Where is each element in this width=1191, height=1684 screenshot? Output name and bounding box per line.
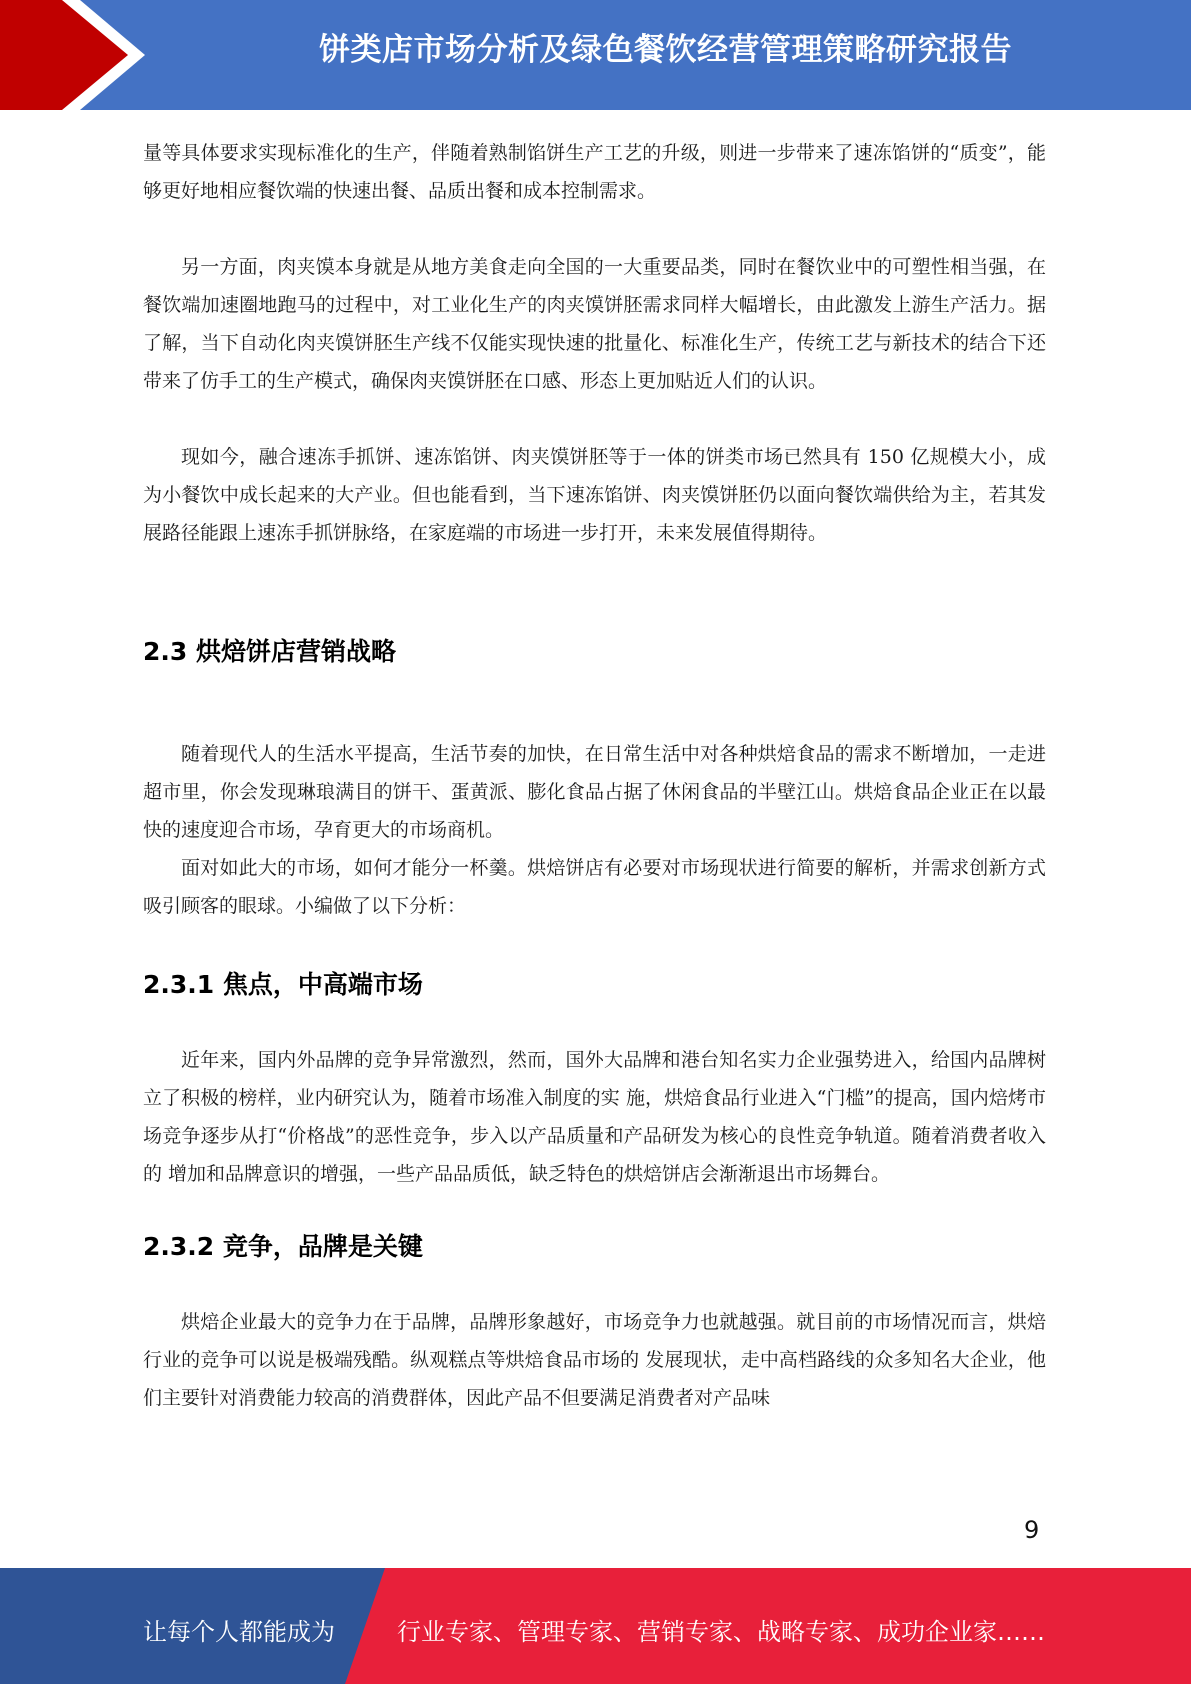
paragraph: 量等具体要求实现标准化的生产，伴随着熟制馅饼生产工艺的升级，则进一步带来了速冻馅饼的“质变”，能够更好地相应餐饮端的快速出餐、品质出餐和成本控制需求。 [143,142,1046,202]
subsection-heading: 2.3.1 焦点，中高端市场 [143,970,423,999]
paragraph: 近年来，国内外品牌的竞争异常激烈，然而，国外大品牌和港台知名实力企业强势进入，给国内品牌树立了积极的榜样，业内研究认为，随着市场准入制度的实 施，烘焙食品行业进入“门槛”的提高，国内焙烤市场竞争逐步从打“价格战”的恶性竞争，步入以产品质量和产品研发为核心的良性竞争轨道。随着消费者收入的 增加和品牌意识的增强，一些产品品质低，缺乏特色的烘焙饼店会渐渐退出市场舞台。 [143,1049,1046,1185]
paragraph: 面对如此大的市场，如何才能分一杯羹。烘焙饼店有必要对市场现状进行简要的解析，并需求创新方式吸引顾客的眼球。小编做了以下分析： [143,857,1046,917]
header-title: 饼类店市场分析及绿色餐饮经营管理策略研究报告 [319,32,1012,68]
footer-left-text: 让每个人都能成为 [143,1618,335,1646]
subsection-heading: 2.3.2 竞争，品牌是关键 [143,1232,423,1261]
paragraph: 烘焙企业最大的竞争力在于品牌，品牌形象越好，市场竞争力也就越强。就目前的市场情况而言，烘焙行业的竞争可以说是极端残酷。纵观糕点等烘焙食品市场的 发展现状，走中高档路线的众多知名大企业，他们主要针对消费能力较高的消费群体，因此产品不但要满足消费者对产品味 [143,1311,1046,1409]
page-number: 9 [1024,1516,1040,1544]
footer-right-text: 行业专家、管理专家、营销专家、战略专家、成功企业家…… [397,1618,1045,1646]
paragraph: 随着现代人的生活水平提高，生活节奏的加快，在日常生活中对各种烘焙食品的需求不断增加，一走进超市里，你会发现琳琅满目的饼干、蛋黄派、膨化食品占据了休闲食品的半壁江山。烘焙食品企业正在以最快的速度迎合市场，孕育更大的市场商机。 [143,743,1046,841]
document-body [143,134,1046,1417]
paragraph: 另一方面，肉夹馍本身就是从地方美食走向全国的一大重要品类，同时在餐饮业中的可塑性相当强，在餐饮端加速圈地跑马的过程中，对工业化生产的肉夹馍饼胚需求同样大幅增长，由此激发上游生产活力。据了解，当下自动化肉夹馍饼胚生产线不仅能实现快速的批量化、标准化生产，传统工艺与新技术的结合下还带来了仿手工的生产模式，确保肉夹馍饼胚在口感、形态上更加贴近人们的认识。 [143,256,1046,392]
page-header [0,0,1191,110]
section-heading: 2.3 烘焙饼店营销战略 [143,637,396,666]
paragraph: 现如今，融合速冻手抓饼、速冻馅饼、肉夹馍饼胚等于一体的饼类市场已然具有 150 亿规模大小，成为小餐饮中成长起来的大产业。但也能看到，当下速冻馅饼、肉夹馍饼胚仍以面向餐饮端供给为主，若其发展路径能跟上速冻手抓饼脉络，在家庭端的市场进一步打开，未来发展值得期待。 [143,446,1046,544]
header-arrow-graphic [0,0,160,110]
